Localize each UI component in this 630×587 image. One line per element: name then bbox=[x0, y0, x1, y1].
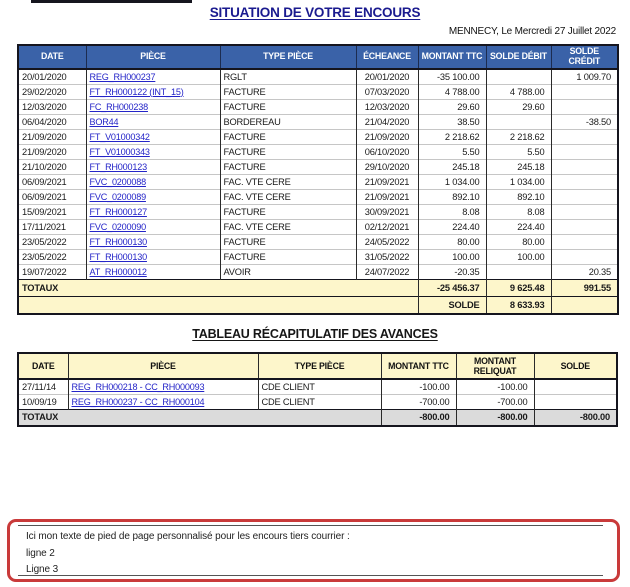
footer-note-box bbox=[7, 519, 620, 582]
cell-debit: 224.40 bbox=[486, 220, 551, 235]
cell-echeance: 02/12/2021 bbox=[356, 220, 418, 235]
cell-reliquat: -700.00 bbox=[456, 395, 534, 410]
cell-debit: 100.00 bbox=[486, 250, 551, 265]
cell-piece bbox=[86, 160, 220, 175]
cell-montant: -20.35 bbox=[418, 265, 486, 280]
cell-solde bbox=[534, 379, 617, 395]
cell-solde bbox=[534, 395, 617, 410]
cell-type: FACTURE bbox=[220, 130, 356, 145]
cell-montant: 5.50 bbox=[418, 145, 486, 160]
page-title bbox=[0, 5, 630, 20]
cell-piece bbox=[86, 205, 220, 220]
cell-type: FACTURE bbox=[220, 85, 356, 100]
cell-montant: -35 100.00 bbox=[418, 69, 486, 85]
totals-solde: -800.00 bbox=[534, 410, 617, 427]
cell-date: 15/09/2021 bbox=[18, 205, 86, 220]
cell-piece bbox=[86, 235, 220, 250]
cell-date: 21/09/2020 bbox=[18, 130, 86, 145]
piece-link[interactable]: FT_RH000123 bbox=[89, 161, 147, 172]
page-title-text: SITUATION DE VOTRE ENCOURS bbox=[209, 5, 421, 20]
cell-debit bbox=[486, 115, 551, 130]
column-header-date: DATE bbox=[18, 45, 86, 69]
table-row bbox=[18, 379, 617, 395]
cell-debit: 2 218.62 bbox=[486, 130, 551, 145]
cell-echeance: 07/03/2020 bbox=[356, 85, 418, 100]
cell-type: FACTURE bbox=[220, 250, 356, 265]
avances-table bbox=[17, 352, 618, 427]
piece-link[interactable]: FT_RH000130 bbox=[89, 236, 147, 247]
cell-credit bbox=[551, 145, 618, 160]
footer-line-3: Ligne 3 bbox=[26, 564, 59, 575]
cell-montant: 80.00 bbox=[418, 235, 486, 250]
cell-type: RGLT bbox=[220, 69, 356, 85]
city-date-line: MENNECY, Le Mercredi 27 Juillet 2022 bbox=[448, 26, 616, 37]
table-row bbox=[18, 115, 618, 130]
cell-date: 23/05/2022 bbox=[18, 235, 86, 250]
cell-montant: -100.00 bbox=[381, 379, 456, 395]
cell-piece bbox=[86, 220, 220, 235]
piece-link[interactable]: FT_RH000130 bbox=[89, 251, 147, 262]
piece-link[interactable]: AT_RH000012 bbox=[89, 266, 147, 277]
cell-montant: 100.00 bbox=[418, 250, 486, 265]
cell-credit bbox=[551, 250, 618, 265]
column-header-echeance: ÉCHEANCE bbox=[356, 45, 418, 69]
cell-credit: -38.50 bbox=[551, 115, 618, 130]
cell-debit: 245.18 bbox=[486, 160, 551, 175]
column-header-piece: PIÈCE bbox=[68, 353, 258, 379]
cell-echeance: 06/10/2020 bbox=[356, 145, 418, 160]
totals-label: TOTAUX bbox=[18, 280, 418, 297]
cell-montant: 892.10 bbox=[418, 190, 486, 205]
cell-piece bbox=[86, 85, 220, 100]
cell-piece bbox=[86, 115, 220, 130]
cell-date: 12/03/2020 bbox=[18, 100, 86, 115]
cell-date: 21/09/2020 bbox=[18, 145, 86, 160]
table-row bbox=[18, 69, 618, 85]
cell-echeance: 24/05/2022 bbox=[356, 235, 418, 250]
column-header-montant-ttc: MONTANT TTC bbox=[418, 45, 486, 69]
cell-date: 06/09/2021 bbox=[18, 175, 86, 190]
cell-date: 19/07/2022 bbox=[18, 265, 86, 280]
avances-totals-row bbox=[18, 410, 617, 427]
solde-value: 8 633.93 bbox=[486, 297, 551, 315]
table-row bbox=[18, 395, 617, 410]
cell-type: FACTURE bbox=[220, 145, 356, 160]
cell-type: BORDEREAU bbox=[220, 115, 356, 130]
cell-credit bbox=[551, 235, 618, 250]
table-row bbox=[18, 250, 618, 265]
cell-montant: 245.18 bbox=[418, 160, 486, 175]
cell-credit bbox=[551, 205, 618, 220]
cell-type: FACTURE bbox=[220, 160, 356, 175]
avances-title-text: TABLEAU RÉCAPITULATIF DES AVANCES bbox=[192, 327, 438, 341]
cell-date: 06/04/2020 bbox=[18, 115, 86, 130]
totals-label: TOTAUX bbox=[18, 410, 381, 427]
piece-link[interactable]: FT_RH000122 (INT_15) bbox=[89, 86, 184, 97]
cell-type: CDE CLIENT bbox=[258, 379, 381, 395]
cell-piece bbox=[86, 250, 220, 265]
cell-debit: 4 788.00 bbox=[486, 85, 551, 100]
cell-type: FACTURE bbox=[220, 205, 356, 220]
cell-piece bbox=[86, 190, 220, 205]
table-row bbox=[18, 205, 618, 220]
piece-link[interactable]: FVC_0200088 bbox=[89, 176, 146, 187]
cell-echeance: 20/01/2020 bbox=[356, 69, 418, 85]
cell-echeance: 24/07/2022 bbox=[356, 265, 418, 280]
cell-echeance: 12/03/2020 bbox=[356, 100, 418, 115]
totals-credit: 991.55 bbox=[551, 280, 618, 297]
cell-piece bbox=[86, 100, 220, 115]
column-header-type-piece: TYPE PIÈCE bbox=[258, 353, 381, 379]
cell-type: FAC. VTE CERE bbox=[220, 175, 356, 190]
piece-link[interactable]: FVC_0200089 bbox=[89, 191, 146, 202]
piece-link[interactable]: REG_RH000218 - CC_RH000093 bbox=[71, 381, 205, 392]
piece-link[interactable]: BOR44 bbox=[89, 116, 119, 127]
table-row bbox=[18, 85, 618, 100]
cell-date: 17/11/2021 bbox=[18, 220, 86, 235]
cell-montant: 2 218.62 bbox=[418, 130, 486, 145]
cell-montant: 4 788.00 bbox=[418, 85, 486, 100]
solde-credit-empty bbox=[551, 297, 618, 315]
column-header-solde: SOLDE bbox=[534, 353, 617, 379]
cell-piece bbox=[86, 130, 220, 145]
cropped-window-bar bbox=[31, 0, 192, 3]
column-header-piece: PIÈCE bbox=[86, 45, 220, 69]
cell-credit bbox=[551, 220, 618, 235]
piece-link[interactable]: FVC_0200090 bbox=[89, 221, 146, 232]
encours-totals-row bbox=[18, 280, 618, 297]
column-header-montant-ttc: MONTANT TTC bbox=[381, 353, 456, 379]
cell-piece bbox=[68, 379, 258, 395]
cell-piece bbox=[86, 265, 220, 280]
cell-type: FACTURE bbox=[220, 235, 356, 250]
column-header-solde-credit: SOLDE CRÉDIT bbox=[551, 45, 618, 69]
cell-debit: 80.00 bbox=[486, 235, 551, 250]
totals-debit: 9 625.48 bbox=[486, 280, 551, 297]
cell-montant: 38.50 bbox=[418, 115, 486, 130]
cell-type: AVOIR bbox=[220, 265, 356, 280]
cell-date: 23/05/2022 bbox=[18, 250, 86, 265]
encours-header-row bbox=[18, 45, 618, 69]
cell-echeance: 31/05/2022 bbox=[356, 250, 418, 265]
totals-montant: -25 456.37 bbox=[418, 280, 486, 297]
cell-date: 21/10/2020 bbox=[18, 160, 86, 175]
cell-debit: 892.10 bbox=[486, 190, 551, 205]
cell-montant: 1 034.00 bbox=[418, 175, 486, 190]
solde-empty bbox=[18, 297, 418, 315]
column-header-montant-reliquat: MONTANT RELIQUAT bbox=[456, 353, 534, 379]
cell-credit bbox=[551, 85, 618, 100]
table-row bbox=[18, 190, 618, 205]
footer-text bbox=[10, 522, 617, 579]
cell-piece bbox=[68, 395, 258, 410]
totals-reliquat: -800.00 bbox=[456, 410, 534, 427]
cell-debit: 1 034.00 bbox=[486, 175, 551, 190]
cell-montant: 8.08 bbox=[418, 205, 486, 220]
piece-link[interactable]: FT_RH000127 bbox=[89, 206, 147, 217]
cell-credit bbox=[551, 100, 618, 115]
piece-link[interactable]: FT_V01000342 bbox=[89, 131, 150, 142]
avances-title bbox=[0, 327, 630, 341]
piece-link[interactable]: REG_RH000237 - CC_RH000104 bbox=[71, 396, 205, 407]
cell-debit bbox=[486, 265, 551, 280]
cell-date: 06/09/2021 bbox=[18, 190, 86, 205]
cell-credit: 20.35 bbox=[551, 265, 618, 280]
cell-piece bbox=[86, 145, 220, 160]
cell-debit bbox=[486, 69, 551, 85]
cell-echeance: 29/10/2020 bbox=[356, 160, 418, 175]
totals-montant: -800.00 bbox=[381, 410, 456, 427]
cell-echeance: 21/09/2020 bbox=[356, 130, 418, 145]
footer-line-2: ligne 2 bbox=[26, 547, 55, 559]
cell-echeance: 21/04/2020 bbox=[356, 115, 418, 130]
column-header-solde-debit: SOLDE DÉBIT bbox=[486, 45, 551, 69]
cell-type: FACTURE bbox=[220, 100, 356, 115]
cell-date: 20/01/2020 bbox=[18, 69, 86, 85]
cell-credit bbox=[551, 190, 618, 205]
solde-label: SOLDE bbox=[418, 297, 486, 315]
cell-credit bbox=[551, 175, 618, 190]
piece-link[interactable]: FC_RH000238 bbox=[89, 101, 148, 112]
encours-table bbox=[17, 44, 619, 315]
cell-montant: 29.60 bbox=[418, 100, 486, 115]
column-header-date: DATE bbox=[18, 353, 68, 379]
cell-debit: 5.50 bbox=[486, 145, 551, 160]
table-row bbox=[18, 235, 618, 250]
cell-montant: 224.40 bbox=[418, 220, 486, 235]
cell-credit bbox=[551, 130, 618, 145]
cell-date: 27/11/14 bbox=[18, 379, 68, 395]
footer-line-1: Ici mon texte de pied de page personnalisé pour les encours tiers courrier : bbox=[26, 531, 350, 542]
cell-credit bbox=[551, 160, 618, 175]
cell-type: FAC. VTE CERE bbox=[220, 190, 356, 205]
cell-debit: 29.60 bbox=[486, 100, 551, 115]
table-row bbox=[18, 130, 618, 145]
table-row bbox=[18, 175, 618, 190]
cell-piece bbox=[86, 69, 220, 85]
table-row bbox=[18, 160, 618, 175]
cell-montant: -700.00 bbox=[381, 395, 456, 410]
cell-debit: 8.08 bbox=[486, 205, 551, 220]
table-row bbox=[18, 100, 618, 115]
column-header-type-piece: TYPE PIÈCE bbox=[220, 45, 356, 69]
cell-credit: 1 009.70 bbox=[551, 69, 618, 85]
cell-date: 29/02/2020 bbox=[18, 85, 86, 100]
table-row bbox=[18, 145, 618, 160]
piece-link[interactable]: FT_V01000343 bbox=[89, 146, 150, 157]
cell-type: FAC. VTE CERE bbox=[220, 220, 356, 235]
table-row bbox=[18, 265, 618, 280]
cell-echeance: 30/09/2021 bbox=[356, 205, 418, 220]
avances-header-row bbox=[18, 353, 617, 379]
cell-reliquat: -100.00 bbox=[456, 379, 534, 395]
cell-type: CDE CLIENT bbox=[258, 395, 381, 410]
encours-solde-row bbox=[18, 297, 618, 315]
cell-echeance: 21/09/2021 bbox=[356, 175, 418, 190]
cell-date: 10/09/19 bbox=[18, 395, 68, 410]
table-row bbox=[18, 220, 618, 235]
piece-link[interactable]: REG_RH000237 bbox=[89, 71, 156, 82]
cell-piece bbox=[86, 175, 220, 190]
cell-echeance: 21/09/2021 bbox=[356, 190, 418, 205]
